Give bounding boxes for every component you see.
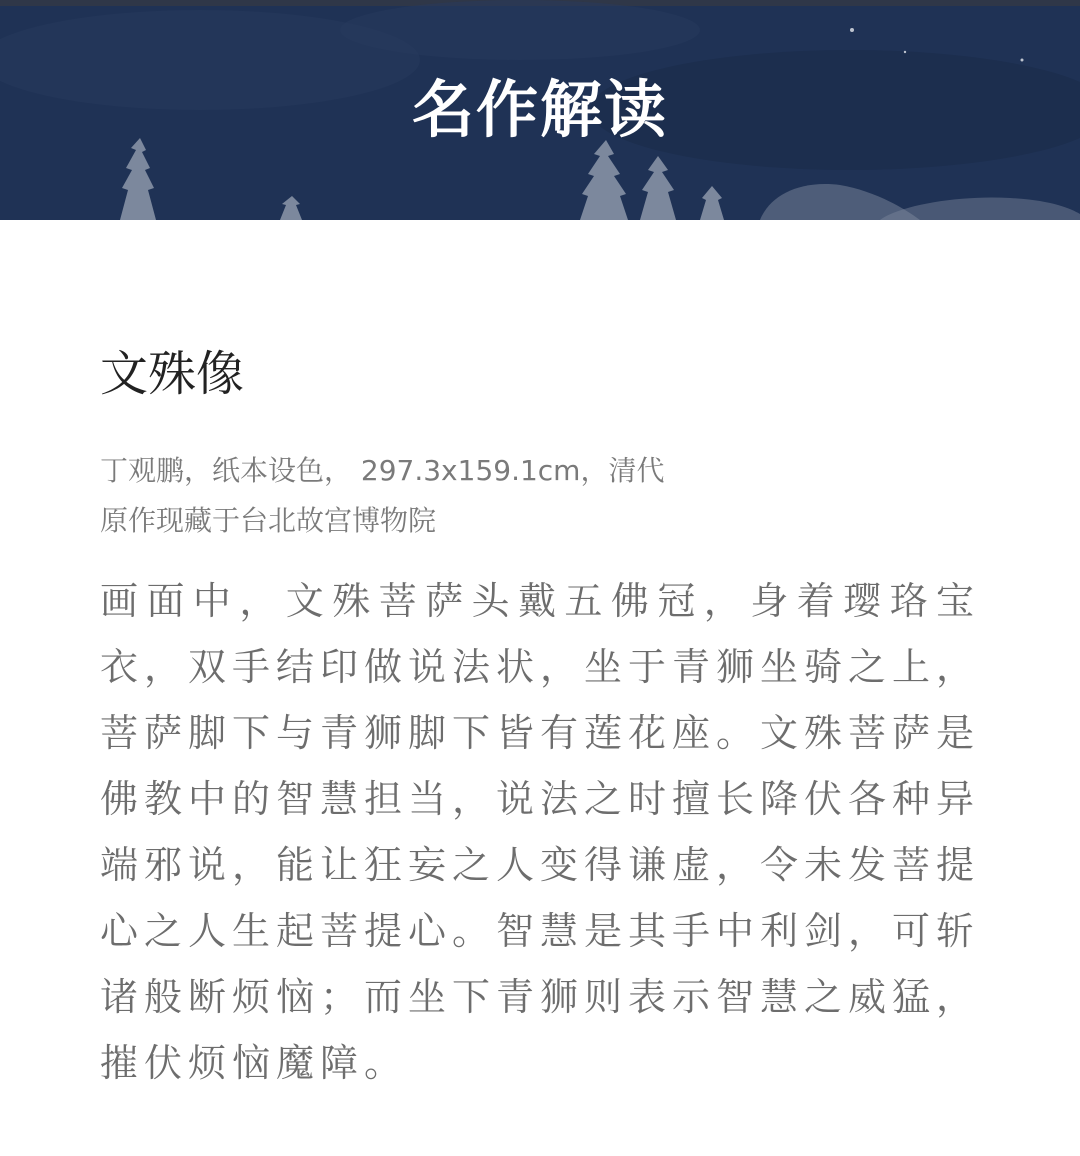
artwork-meta [100,446,664,546]
section-title: 名作解读 [411,73,668,146]
header-banner [0,0,1080,220]
artwork-meta-details: 丁观鹏，纸本设色， 297.3x159.1cm，清代 [100,454,665,487]
artwork-description: 画面中，文殊菩萨头戴五佛冠，身着璎珞宝衣，双手结印做说法状，坐于青狮坐骑之上，菩萨脚下与青狮脚下皆有莲花座。文殊菩萨是佛教中的智慧担当，说法之时擅长降伏各种异端邪说，能让狂妄之人变得谦虚，令未发菩提心之人生起菩提心。智慧是其手中利剑，可斩诸般断烦恼；而坐下青狮则表示智慧之威猛，摧伏烦恼魔障。 [100,579,981,1085]
artwork-meta-collection: 原作现藏于台北故宫博物院 [100,504,437,537]
artwork-title: 文殊像 [100,346,245,402]
